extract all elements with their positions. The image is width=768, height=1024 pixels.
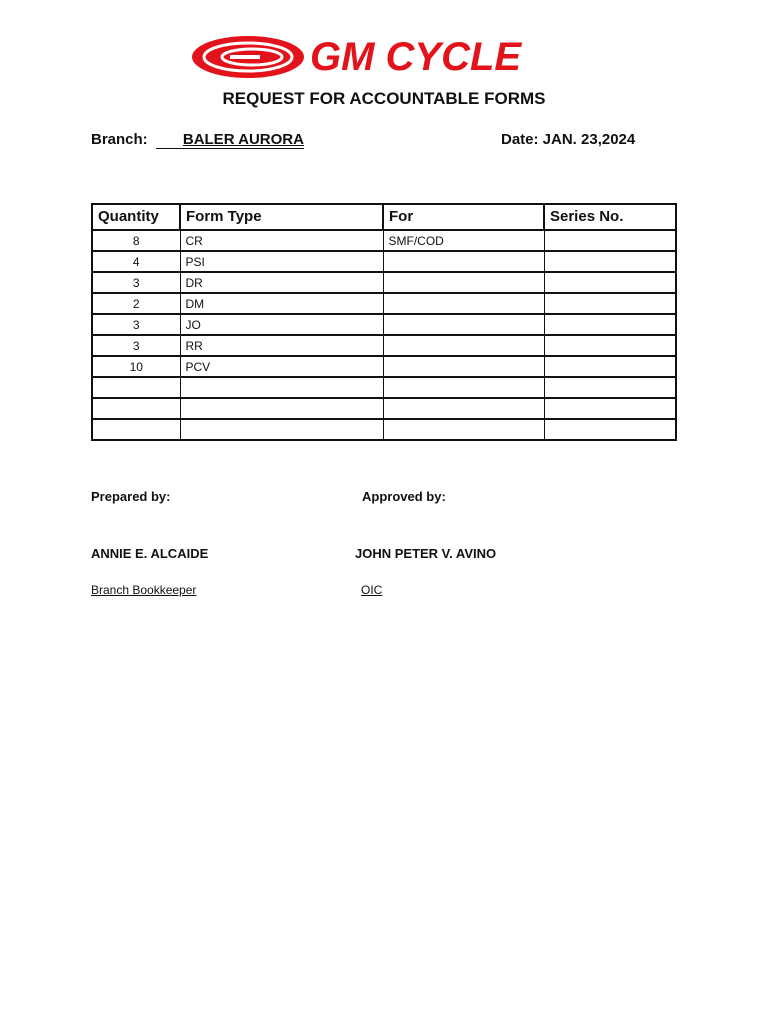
- company-logo: [190, 32, 550, 84]
- table-row: [92, 314, 676, 335]
- branch-field: [91, 130, 304, 150]
- table-header-row: [92, 204, 676, 230]
- for-cell: [383, 356, 544, 377]
- for-cell: SMF/COD: [383, 230, 544, 251]
- series-no-cell: [544, 251, 676, 272]
- table-row: [92, 272, 676, 293]
- form-type-cell: JO: [180, 314, 383, 335]
- quantity-cell: 3: [92, 314, 180, 335]
- series-no-cell: [544, 398, 676, 419]
- column-header-quantity: Quantity: [92, 204, 180, 230]
- quantity-cell: [92, 398, 180, 419]
- approver-name: JOHN PETER V. AVINO: [355, 546, 497, 561]
- for-cell: [383, 377, 544, 398]
- preparer-role: Branch Bookkeeper: [91, 583, 197, 597]
- table-row: [92, 419, 676, 440]
- for-cell: [383, 419, 544, 440]
- column-header-for: For: [383, 204, 544, 230]
- table-row: [92, 230, 676, 251]
- column-header-series-no: Series No.: [544, 204, 676, 230]
- form-type-cell: [180, 398, 383, 419]
- form-type-cell: [180, 419, 383, 440]
- quantity-cell: [92, 377, 180, 398]
- quantity-cell: [92, 419, 180, 440]
- gm-swoosh-icon: [190, 34, 308, 80]
- form-type-cell: DM: [180, 293, 383, 314]
- approved-by-label: Approved by:: [362, 489, 446, 504]
- table-row: [92, 251, 676, 272]
- approver-role: OIC: [361, 583, 383, 597]
- quantity-cell: 3: [92, 335, 180, 356]
- table-row: [92, 335, 676, 356]
- for-cell: [383, 335, 544, 356]
- forms-table: [91, 203, 677, 441]
- table-row: [92, 398, 676, 419]
- for-cell: [383, 293, 544, 314]
- series-no-cell: [544, 419, 676, 440]
- quantity-cell: 10: [92, 356, 180, 377]
- series-no-cell: [544, 230, 676, 251]
- quantity-cell: 2: [92, 293, 180, 314]
- form-type-cell: [180, 377, 383, 398]
- branch-label: Branch:: [91, 131, 148, 148]
- for-cell: [383, 314, 544, 335]
- brand-name: GM CYCLE: [310, 35, 522, 79]
- document-title: REQUEST FOR ACCOUNTABLE FORMS: [222, 89, 546, 108]
- branch-value: BALER AURORA: [156, 131, 304, 149]
- column-header-form-type: Form Type: [180, 204, 383, 230]
- for-cell: [383, 251, 544, 272]
- quantity-cell: 8: [92, 230, 180, 251]
- quantity-cell: 4: [92, 251, 180, 272]
- series-no-cell: [544, 272, 676, 293]
- series-no-cell: [544, 335, 676, 356]
- for-cell: [383, 398, 544, 419]
- form-type-cell: RR: [180, 335, 383, 356]
- series-no-cell: [544, 293, 676, 314]
- form-type-cell: DR: [180, 272, 383, 293]
- table-row: [92, 293, 676, 314]
- preparer-name: ANNIE E. ALCAIDE: [91, 546, 209, 561]
- table-row: [92, 356, 676, 377]
- table-row: [92, 377, 676, 398]
- form-type-cell: PCV: [180, 356, 383, 377]
- form-type-cell: PSI: [180, 251, 383, 272]
- form-type-cell: CR: [180, 230, 383, 251]
- prepared-by-label: Prepared by:: [91, 489, 171, 504]
- for-cell: [383, 272, 544, 293]
- quantity-cell: 3: [92, 272, 180, 293]
- series-no-cell: [544, 356, 676, 377]
- series-no-cell: [544, 377, 676, 398]
- series-no-cell: [544, 314, 676, 335]
- date-field: Date: JAN. 23,2024: [501, 131, 636, 148]
